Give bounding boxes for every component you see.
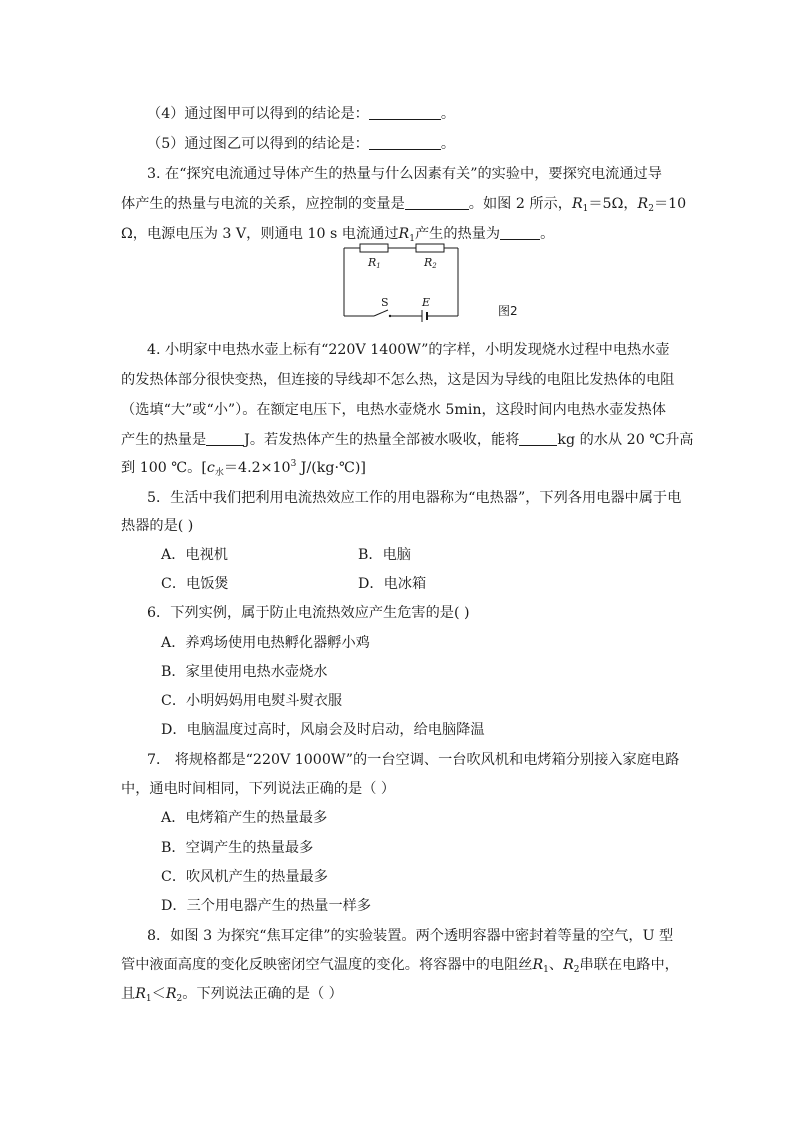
label-r2: R2 bbox=[424, 256, 437, 270]
q6-option-c: C．小明妈妈用电熨斗熨衣服 bbox=[161, 693, 343, 709]
r2-value: ＝10 bbox=[653, 196, 687, 212]
q6-option-a: A．养鸡场使用电热孵化器孵小鸡 bbox=[161, 635, 370, 651]
q4-line5 bbox=[121, 458, 366, 478]
r-symbol: R bbox=[563, 957, 574, 973]
q5-option-d: D．电冰箱 bbox=[358, 576, 427, 592]
subscript: 1 bbox=[409, 234, 415, 244]
figure2-caption: 图2 bbox=[498, 304, 518, 318]
q6-line1: 6．下列实例，属于防止电流热效应产生危害的是( ) bbox=[147, 605, 470, 621]
q3-line1: 3. 在“探究电流通过导体产生的热量与什么因素有关”的实验中，要探究电流通过导 bbox=[147, 166, 662, 182]
q-prev-item5-text: （5）通过图乙可以得到的结论是： bbox=[147, 136, 369, 152]
q3-line3-text-b: 产生的热量为 bbox=[414, 226, 501, 242]
q4-line4-text-b: J。若发热体产生的热量全部被水吸收，能将 bbox=[244, 432, 520, 448]
q5-line1: 5．生活中我们把利用电流热效应工作的用电器称为“电热器”，下列各用电器中属于电 bbox=[147, 490, 682, 506]
circuit-diagram bbox=[330, 240, 470, 322]
less-than: ＜ bbox=[151, 986, 166, 1002]
subscript: 2 bbox=[573, 965, 580, 975]
q6-option-b: B．家里使用电热水壶烧水 bbox=[161, 664, 328, 680]
q7-option-d: D．三个用电器产生的热量一样多 bbox=[161, 898, 372, 914]
q8-line2-text-c: 串联在电路中， bbox=[579, 957, 679, 973]
r-symbol: R bbox=[398, 226, 410, 242]
subscript-water: 水 bbox=[214, 468, 224, 478]
r-symbol: R bbox=[165, 986, 177, 1002]
q7-line2: 中，通电时间相同，下列说法正确的是（ ） bbox=[121, 781, 396, 797]
q3-line2 bbox=[121, 194, 686, 214]
q7-option-b: B．空调产生的热量最多 bbox=[161, 840, 314, 856]
r-symbol: R bbox=[637, 196, 649, 212]
r1-value: ＝5Ω， bbox=[588, 196, 638, 212]
label-s: S bbox=[381, 296, 389, 309]
q4-line5-unit: J/(kg·℃)] bbox=[296, 460, 366, 476]
q3-line2-text: 体产生的热量与电流的关系，应控制的变量是 bbox=[121, 196, 405, 212]
r-symbol: R bbox=[571, 196, 583, 212]
q4-line4-text: 产生的热量是 bbox=[121, 432, 207, 448]
q-prev-item4 bbox=[147, 104, 455, 124]
q5-option-b: B．电脑 bbox=[358, 547, 411, 563]
separator: 、 bbox=[548, 957, 564, 973]
q8-line3-text-c: 。下列说法正确的是（ ） bbox=[182, 986, 343, 1002]
q5-line2: 热器的是( ) bbox=[121, 518, 194, 534]
answer-blank bbox=[369, 135, 441, 150]
subscript: 1 bbox=[543, 965, 549, 975]
end-mark: 。 bbox=[540, 226, 555, 242]
switch-s bbox=[374, 310, 388, 316]
q7-option-a: A．电烤箱产生的热量最多 bbox=[161, 810, 328, 826]
answer-blank bbox=[369, 105, 441, 120]
q7-line1: 7． 将规格都是“220V 1000W”的一台空调、一台吹风机和电烤箱分别接入家庭电路 bbox=[147, 752, 680, 768]
answer-blank bbox=[206, 431, 244, 446]
q8-line1: 8．如图 3 为探究“焦耳定律”的实验装置。两个透明容器中密封着等量的空气，U 型 bbox=[147, 928, 674, 944]
subscript: 2 bbox=[176, 994, 183, 1004]
q4-line3: （选填“大”或“小”）。在额定电压下，电热水壶烧水 5min，这段时间内电热水壶发热体 bbox=[121, 402, 666, 418]
q3-line2-text-b: 。如图 2 所示， bbox=[468, 196, 572, 212]
answer-blank bbox=[519, 431, 557, 446]
q-prev-item4-text: （4）通过图甲可以得到的结论是： bbox=[147, 106, 369, 122]
label-e: E bbox=[422, 296, 431, 309]
q5-option-a: A．电视机 bbox=[161, 547, 228, 563]
answer-blank bbox=[405, 195, 469, 210]
subscript: 2 bbox=[648, 204, 654, 214]
q4-line5-text: 到 100 ℃。[ bbox=[121, 460, 207, 476]
q-prev-item5 bbox=[147, 134, 455, 154]
switch-contact bbox=[389, 315, 391, 317]
q4-line1: 4. 小明家中电热水壶上标有“220V 1400W”的字样，小明发现烧水过程中电热水壶 bbox=[147, 342, 670, 358]
q8-line2-text: 管中液面高度的变化反映密闭空气温度的变化。将容器中的电阻丝 bbox=[121, 957, 533, 973]
superscript: 3 bbox=[290, 459, 297, 469]
r-symbol: R bbox=[135, 986, 146, 1002]
resistor-r1 bbox=[360, 244, 388, 252]
subscript: 1 bbox=[582, 204, 589, 214]
end-mark: 。 bbox=[440, 136, 456, 152]
q4-line4-text-c: kg 的水从 20 ℃升高 bbox=[557, 432, 694, 448]
label-r1: R1 bbox=[368, 256, 381, 270]
q5-option-c: C．电饭煲 bbox=[161, 576, 229, 592]
end-mark: 。 bbox=[440, 106, 456, 122]
q3-line3-text: Ω，电源电压为 3 V，则通电 10 s 电流通过 bbox=[121, 226, 399, 242]
q8-line3 bbox=[121, 984, 343, 1004]
q6-option-d: D．电脑温度过高时，风扇会及时启动，给电脑降温 bbox=[161, 722, 485, 738]
r-symbol: R bbox=[532, 957, 544, 973]
c-symbol: c bbox=[206, 460, 215, 476]
q4-line2: 的发热体部分很快变热，但连接的导线却不怎么热，这是因为导线的电阻比发热体的电阻 bbox=[121, 372, 675, 388]
resistor-r2 bbox=[416, 244, 444, 252]
answer-blank bbox=[500, 225, 540, 240]
q7-option-c: C．吹风机产生的热量最多 bbox=[161, 869, 328, 885]
q8-line3-text: 且 bbox=[121, 986, 136, 1002]
q4-line5-value: ＝4.2×10 bbox=[223, 460, 291, 476]
q4-line4 bbox=[121, 430, 693, 450]
q8-line2 bbox=[121, 955, 679, 975]
subscript: 1 bbox=[145, 994, 152, 1004]
